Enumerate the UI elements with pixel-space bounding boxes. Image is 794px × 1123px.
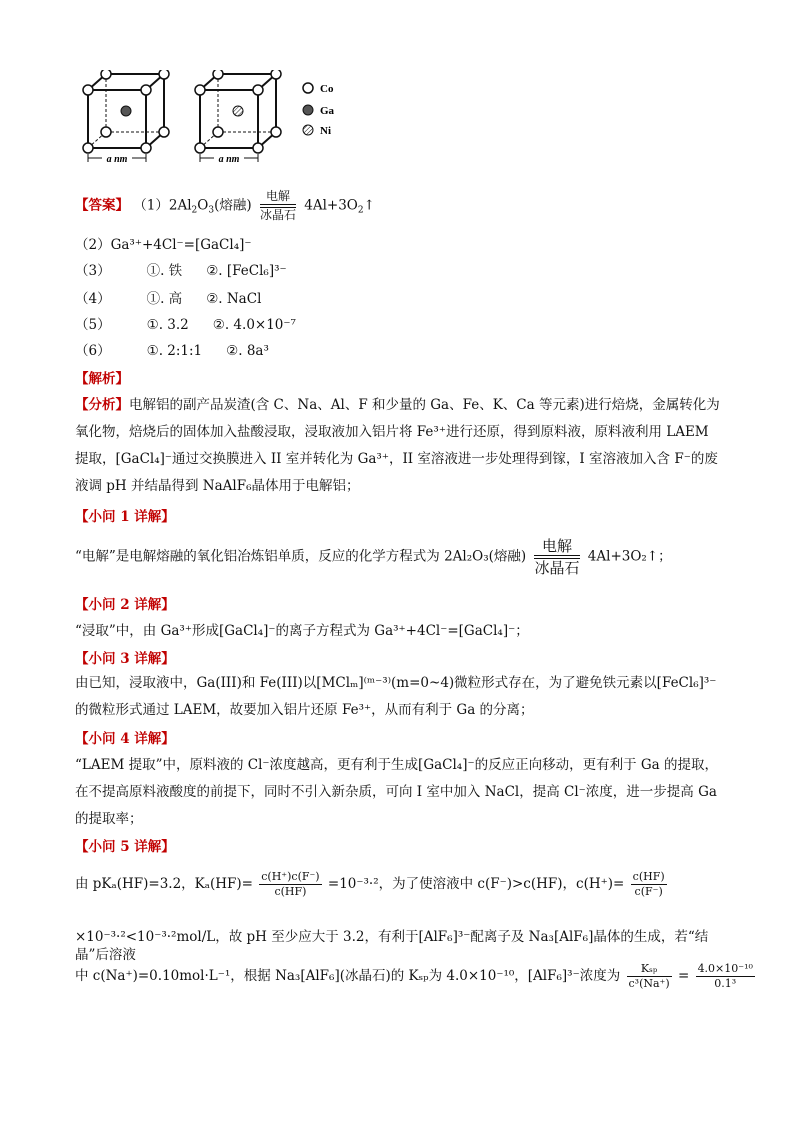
answer-row-5 bbox=[75, 316, 296, 334]
q1-text-pre: “电解”是电解熔融的氧化铝冶炼铝单质，反应的化学方程式为 2Al₂O₃(熔融) bbox=[75, 548, 527, 565]
answer-row-3 bbox=[75, 262, 287, 280]
answer-q1-product: 4Al+3O bbox=[304, 197, 358, 214]
q1-condition-bottom: 冰晶石 bbox=[534, 559, 580, 577]
answer-tag: 【答案】 bbox=[75, 197, 129, 214]
fenxi-text: 电解铝的副产品炭渣(含 C、Na、Al、F 和少量的 Ga、Fe、K、Ca 等元素)进行焙烧，金属转化为氧化物，焙烧后的固体加入盐酸浸取，浸取液加入铝片将 Fe³⁺进行还原，得到原料液，原料液利用 LAEM 提取，[GaCl₄]⁻通过交换膜进入 II 室并转化为 Ga³⁺，II 室溶液进一步处理得到镓，I 室溶液加入含 F⁻的废液调 pH 并结晶得到 NaAlF₆晶体用于电解铝； bbox=[75, 397, 720, 494]
value-den: 0.1³ bbox=[714, 977, 737, 990]
q4-text: “LAEM 提取”中，原料液的 Cl⁻浓度越高，更有利于生成[GaCl₄]⁻的反应正向移动，更有利于 Ga 的提取，在不提高原料液酸度的前提下，同时不引入新杂质，可向 I 室中加入 NaCl，提高 Cl⁻浓度，进一步提高 Ga 的提取率； bbox=[75, 757, 719, 827]
reaction-condition bbox=[260, 190, 296, 222]
row-a: ①. 高 bbox=[146, 291, 183, 307]
ksp-fraction bbox=[627, 962, 672, 991]
ksp-num: Kₛₚ bbox=[627, 962, 672, 977]
q5-line-2: ×10⁻³·²<10⁻³·²mol/L，故 pH 至少应大于 3.2，有利于[AlF₆]³⁻配离子及 Na₃[AlF₆]晶体的生成，若“结晶”后溶液 bbox=[75, 929, 709, 963]
condition-top: 电解 bbox=[265, 189, 290, 203]
q1-condition-top: 电解 bbox=[541, 537, 572, 555]
q1-text bbox=[75, 538, 672, 576]
dimension-label-right: a nm bbox=[218, 154, 240, 165]
ksp-den: c³(Na⁺) bbox=[628, 977, 670, 990]
answer-q1-sub1: 2 bbox=[191, 205, 198, 216]
q5-l3-a: 中 c(Na⁺)=0.10mol·L⁻¹，根据 Na₃[AlF₆](冰晶石)的 Kₛₚ为 4.0×10⁻¹⁰，[AlF₆]³⁻浓度为 bbox=[75, 968, 621, 984]
q1-text-post: 4Al+3O₂↑； bbox=[587, 548, 672, 565]
row-num: （3） bbox=[75, 263, 111, 279]
row-a: ①. 3.2 bbox=[146, 317, 189, 333]
q3-text: 由已知，浸取液中，Ga(III)和 Fe(III)以[MClₘ]⁽ᵐ⁻³⁾(m=0~4)微粒形式存在，为了避免铁元素以[FeCl₆]³⁻的微粒形式通过 LAEM，故要加入铝片还原 Fe³⁺，从而有利于 Ga 的分离； bbox=[75, 675, 717, 718]
h-den: c(F⁻) bbox=[634, 885, 663, 898]
figure-legend bbox=[303, 83, 335, 137]
answer-q1-sub2: 3 bbox=[208, 205, 215, 216]
answer-q1-state: (熔融) bbox=[214, 197, 252, 214]
answer-line-1 bbox=[75, 190, 375, 222]
legend-ni: Ni bbox=[320, 125, 331, 137]
condition-bottom: 冰晶石 bbox=[259, 208, 296, 222]
row-num: （4） bbox=[75, 291, 111, 307]
analysis-tag: 【解析】 bbox=[75, 371, 129, 387]
row-b: ②. 4.0×10⁻⁷ bbox=[212, 317, 296, 333]
answer-row-4 bbox=[75, 290, 261, 308]
unit-cell-left bbox=[83, 70, 169, 165]
q4-tag: 【小问 4 详解】 bbox=[75, 731, 175, 747]
q5-l1-a: 由 pKₐ(HF)=3.2，Kₐ(HF)= bbox=[75, 876, 253, 892]
answer-q1-prefix: （1）2Al bbox=[133, 197, 192, 214]
row-a: ①. 铁 bbox=[146, 263, 183, 279]
unit-cell-right bbox=[195, 70, 281, 165]
q5-eq: = bbox=[677, 968, 690, 984]
value-num: 4.0×10⁻¹⁰ bbox=[697, 962, 753, 975]
row-a: ①. 2:1:1 bbox=[146, 343, 203, 359]
q5-line-3 bbox=[75, 962, 757, 991]
q5-l1-b: =10⁻³·²，为了使溶液中 c(F⁻)>c(HF)，c(H⁺)= bbox=[327, 876, 625, 892]
h-num: c(HF) bbox=[632, 870, 665, 883]
fenxi-tag: 【分析】 bbox=[75, 397, 129, 413]
ka-den: c(HF) bbox=[274, 885, 307, 898]
crystal-structure-figure bbox=[78, 70, 358, 170]
row-num: （5） bbox=[75, 317, 111, 333]
q3-tag: 【小问 3 详解】 bbox=[75, 651, 175, 667]
row-b: ②. NaCl bbox=[206, 291, 262, 307]
q1-tag: 【小问 1 详解】 bbox=[75, 509, 175, 525]
dimension-label-left: a nm bbox=[106, 154, 128, 165]
h-fraction bbox=[631, 870, 667, 899]
row-num: （6） bbox=[75, 343, 111, 359]
answer-q2: （2）Ga³⁺+4Cl⁻=[GaCl₄]⁻ bbox=[75, 237, 252, 253]
fenxi-paragraph bbox=[75, 392, 725, 500]
answer-q1-sub3: 2 bbox=[357, 205, 364, 216]
row-b: ②. [FeCl₆]³⁻ bbox=[206, 263, 287, 279]
ka-num: c(H⁺)c(F⁻) bbox=[261, 870, 320, 883]
ka-fraction bbox=[259, 870, 321, 899]
q2-tag: 【小问 2 详解】 bbox=[75, 597, 175, 613]
q5-line-1 bbox=[75, 870, 669, 899]
legend-ga: Ga bbox=[320, 105, 335, 117]
q5-tag: 【小问 5 详解】 bbox=[75, 839, 175, 855]
answer-q1-end: ↑ bbox=[363, 197, 375, 214]
q1-condition bbox=[534, 538, 579, 576]
answer-row-6 bbox=[75, 342, 269, 360]
value-fraction bbox=[696, 962, 755, 991]
legend-co: Co bbox=[320, 83, 334, 95]
row-b: ②. 8a³ bbox=[226, 343, 269, 359]
answer-q1-mid: O bbox=[197, 197, 209, 214]
q2-text: “浸取”中，由 Ga³⁺形成[GaCl₄]⁻的离子方程式为 Ga³⁺+4Cl⁻=[GaCl₄]⁻； bbox=[75, 623, 529, 639]
